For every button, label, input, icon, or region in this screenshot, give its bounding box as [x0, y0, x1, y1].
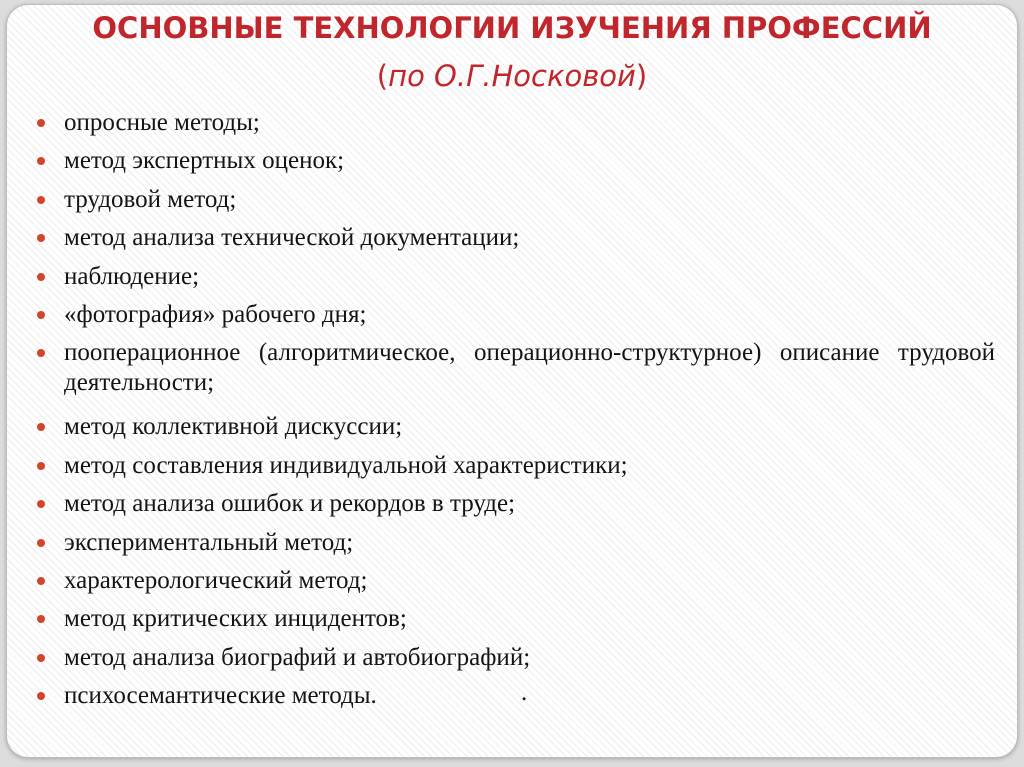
list-item [37, 528, 995, 566]
methods-list [37, 108, 995, 719]
bullet-icon [37, 349, 45, 357]
subtitle-paren-open: ( [376, 59, 389, 93]
list-item-text: опросные методы; [64, 109, 260, 136]
bullet-icon [37, 692, 45, 700]
slide-title: ОСНОВНЫЕ ТЕХНОЛОГИИ ИЗУЧЕНИЯ ПРОФЕССИЙ [92, 11, 932, 45]
list-item [37, 566, 995, 604]
list-item-text: метод экспертных оценок; [64, 147, 345, 175]
bullet-icon [37, 273, 45, 281]
list-item-text: психосемантические методы. [64, 682, 377, 710]
list-item [37, 412, 995, 450]
list-item-text: метод коллективной дискуссии; [64, 413, 403, 441]
subtitle-author: по О.Г.Носковой [388, 59, 636, 93]
list-item-text: трудовой метод; [64, 185, 237, 213]
bullet-icon [37, 196, 45, 204]
list-item-text: характерологический метод; [64, 566, 368, 594]
list-item [37, 185, 995, 223]
bullet-icon [37, 615, 45, 623]
bullet-icon [37, 423, 45, 431]
list-item-text: пооперационное (алгоритмическое, операционно-структурное) описание трудовой деятельности; [64, 339, 995, 397]
list-item [37, 643, 995, 681]
bullet-icon [37, 157, 45, 165]
list-item [37, 451, 995, 489]
list-item-text: наблюдение; [64, 262, 200, 290]
list-item [37, 223, 995, 261]
bullet-icon [37, 654, 45, 662]
subtitle-paren-close: ) [635, 59, 648, 93]
list-item-text: метод анализа ошибок и рекордов в труде; [64, 490, 516, 518]
bullet-icon [37, 119, 45, 127]
slide [6, 4, 1018, 758]
list-item-text: метод анализа технической документации; [64, 224, 520, 252]
bullet-icon [37, 462, 45, 470]
bullet-icon [37, 500, 45, 508]
list-item [37, 108, 995, 146]
list-item [37, 146, 995, 184]
list-item [37, 489, 995, 527]
list-item [37, 300, 995, 338]
list-item-text: метод составления индивидуальной характеристики; [64, 451, 628, 479]
list-item-text: метод анализа биографий и автобиографий; [64, 643, 531, 671]
list-item-text: «фотография» рабочего дня; [64, 300, 367, 328]
bullet-icon [37, 311, 45, 319]
list-item [37, 681, 995, 719]
bullet-icon [37, 539, 45, 547]
list-item-text: метод критических инцидентов; [64, 605, 407, 633]
slide-subtitle [7, 59, 1017, 93]
trailing-period: . [521, 679, 528, 706]
bullet-icon [37, 234, 45, 242]
bullet-icon [37, 577, 45, 585]
list-item [37, 262, 995, 300]
list-item [37, 338, 995, 412]
list-item-text: экспериментальный метод; [64, 528, 354, 556]
list-item [37, 604, 995, 642]
